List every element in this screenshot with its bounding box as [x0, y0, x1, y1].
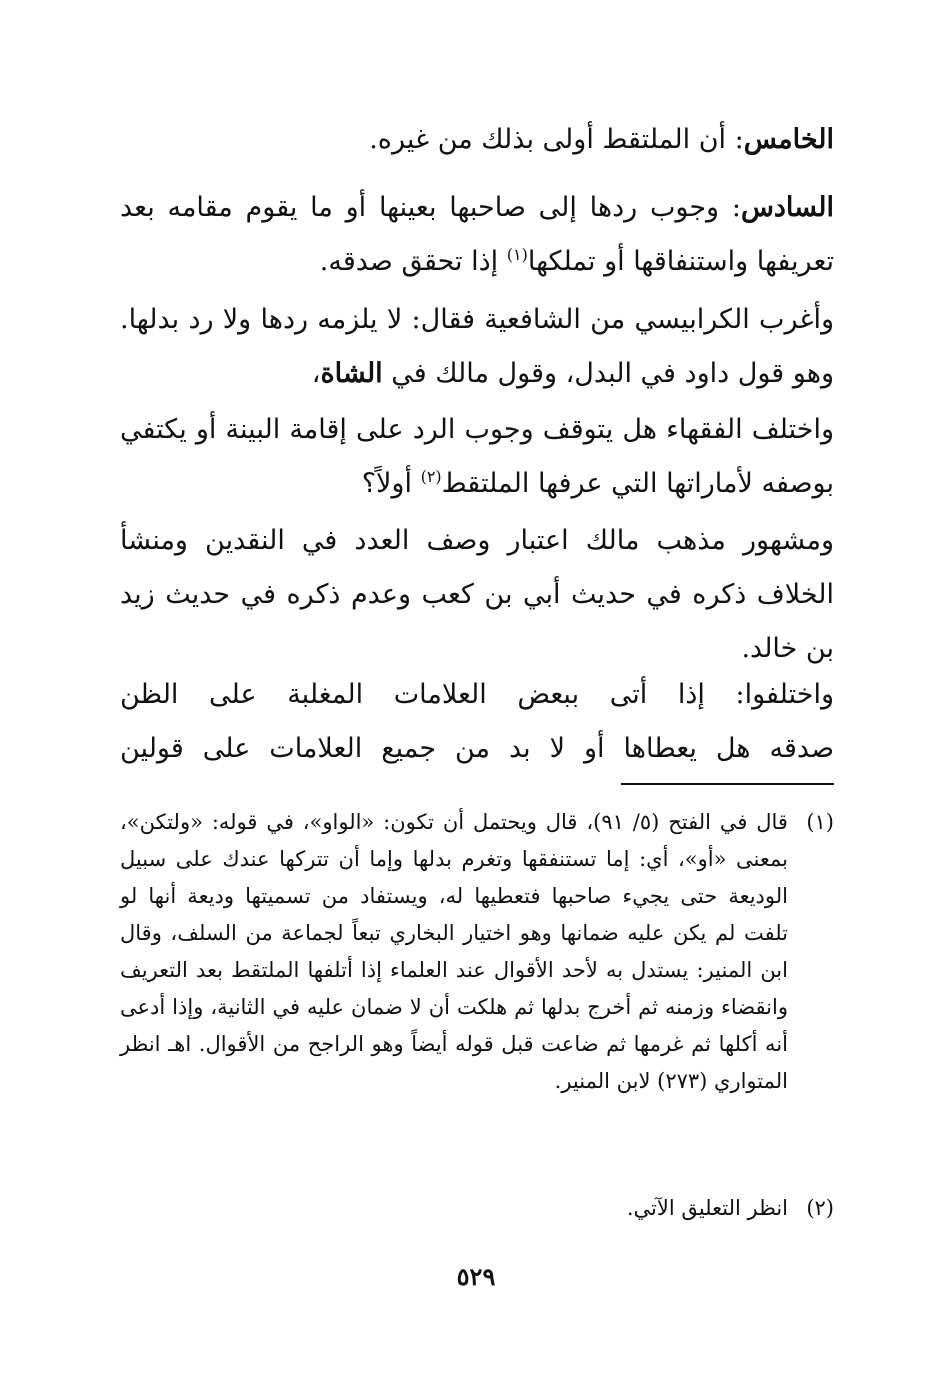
footnote-2 — [120, 1190, 834, 1227]
label-fifth: الخامس — [743, 124, 834, 155]
paragraph-malik — [120, 514, 834, 676]
paragraph-text: إذا تحقق صدقه. — [319, 246, 507, 277]
footnote-divider — [621, 783, 834, 785]
paragraph-sixth — [120, 181, 834, 289]
label-separator: : — [719, 192, 741, 223]
page-number: ٥٢٩ — [456, 1262, 496, 1291]
paragraph-fifth — [120, 113, 834, 167]
footnote-ref-2[interactable]: (٢) — [420, 467, 442, 486]
paragraph-text: أن الملتقط أولى بذلك من غيره. — [369, 124, 727, 155]
footnote-number: (٢) — [806, 1196, 834, 1220]
paragraph-ikhtalafu — [120, 668, 834, 722]
bold-term: الشاة — [320, 358, 383, 389]
paragraph-line-1: واختلفوا: إذا أتى ببعض العلامات المغلبة على الظن — [120, 679, 834, 710]
paragraph-ikhtalafu-cont — [120, 722, 834, 776]
paragraph-text: ومشهور مذهب مالك اعتبار وصف العدد في النقدين ومنشأ الخلاف ذكره في حديث أبي بن كعب وعدم ذكره في حديث زيد بن خالد. — [120, 525, 834, 664]
footnote-1 — [120, 804, 834, 1100]
paragraph-text: أولاً؟ — [361, 468, 421, 499]
footnote-number: (١) — [806, 810, 834, 834]
paragraph-karabisi — [120, 293, 834, 401]
paragraph-text: وأغرب الكرابيسي من الشافعية فقال: لا يلزمه ردها ولا رد بدلها. وهو قول داود في البدل، وقول مالك في — [120, 304, 834, 389]
paragraph-text: واختلف الفقهاء هل يتوقف وجوب الرد على إقامة البينة أو يكتفي بوصفه لأماراتها التي عرفها الملتقط — [120, 414, 834, 499]
label-sixth: السادس — [740, 192, 834, 223]
footnote-text: انظر التعليق الآتي. — [626, 1196, 788, 1220]
paragraph-text: وجوب ردها إلى صاحبها بعينها أو ما يقوم مقامه بعد تعريفها واستنفاقها أو تملكها — [120, 192, 834, 277]
paragraph-text: ، — [311, 358, 321, 389]
footnote-ref-1[interactable]: (١) — [506, 245, 528, 264]
paragraph-fuqaha — [120, 403, 834, 511]
footnote-text: قال في الفتح (٥/ ٩١)، قال ويحتمل أن تكون: «الواو»، في قوله: «ولتكن»، بمعنى «أو»، أي: إما تستنفقها وتغرم بدلها وإما أن تتركها عندك على سبيل الوديعة حتى يجيء صاحبها فتعطيها له، ويستفاد من تسميتها وديعة أنها لو تلفت لم يكن عليه ضمانها وهو اختيار البخاري تبعاً لجماعة من السلف، وقال ابن المنير: يستدل به لأحد الأقوال عند العلماء إذا أتلفها الملتقط بعد التعريف وانقضاء وزمنه ثم أخرج بدلها ثم هلكت أن لا ضمان عليه في الثانية، وإذا أدعى أنه أكلها ثم غرمها ثم ضاعت قبل قوله أيضاً وهو الراجح من الأقوال. اهـ انظر المتواري (٢٧٣) لابن المنير. — [120, 810, 788, 1093]
label-separator: : — [726, 124, 744, 155]
paragraph-line-2: صدقه هل يعطاها أو لا بد من جميع العلامات على قولين — [120, 733, 834, 764]
